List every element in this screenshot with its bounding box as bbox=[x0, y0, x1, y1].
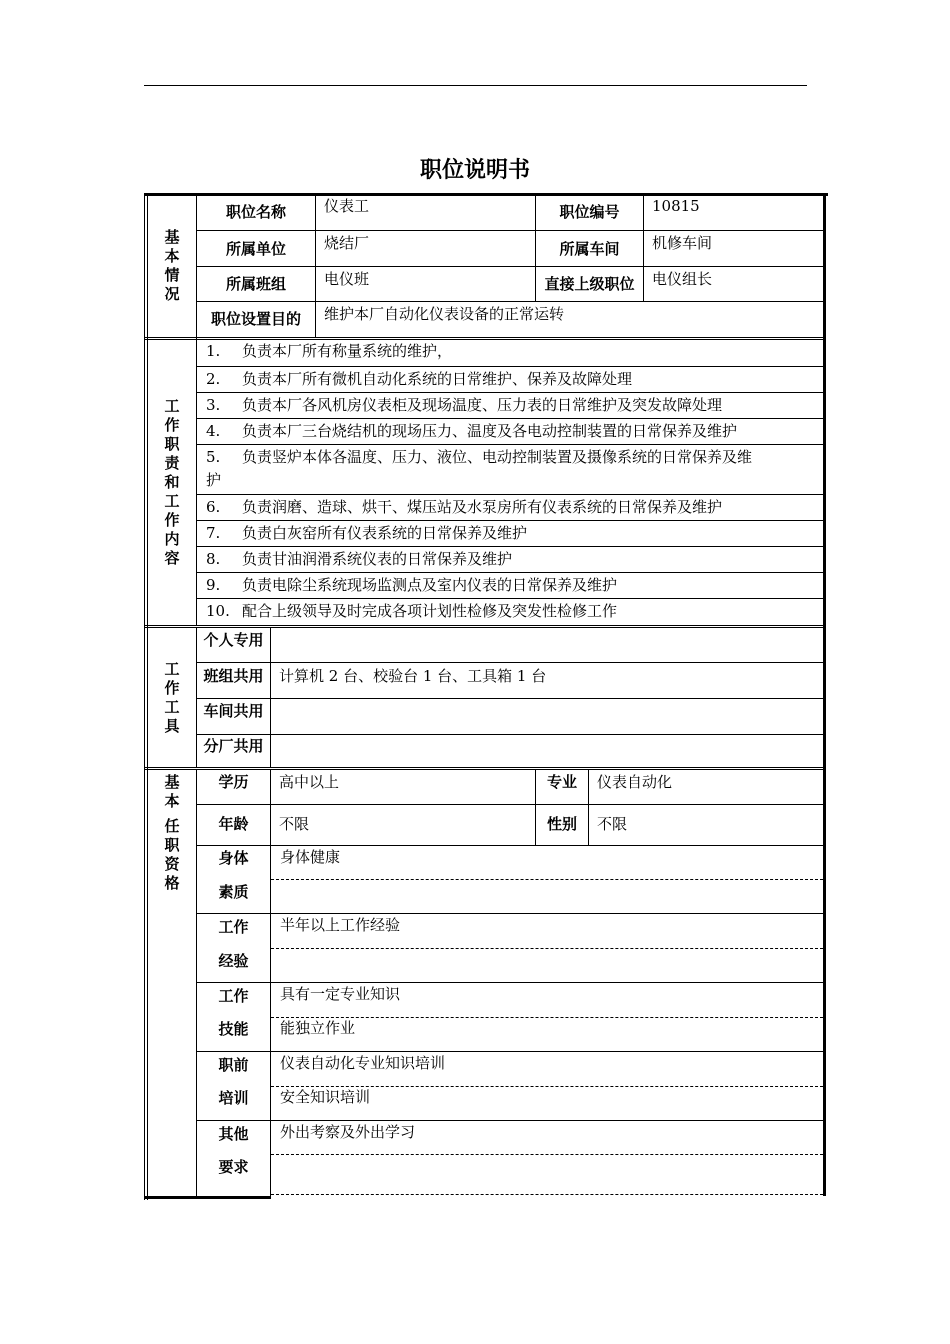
duty-item: 1. 负责本厂所有称量系统的维护， bbox=[206, 342, 453, 360]
duty-item: 6. 负责润磨、造球、烘干、煤压站及水泵房所有仪表系统的日常保养及维护 bbox=[206, 498, 723, 516]
duty-item: 3. 负责本厂各风机房仪表柜及现场温度、压力表的日常维护及突发故障处理 bbox=[206, 396, 723, 414]
page-title: 职位说明书 bbox=[419, 158, 530, 183]
duty-item: 4. 负责本厂三台烧结机的现场压力、温度及各电动控制装置的日常保养及维护 bbox=[206, 422, 738, 440]
workshop-label: 所属车间 bbox=[559, 239, 620, 258]
age-label: 年龄 bbox=[218, 815, 249, 833]
duty-item: 8. 负责甘油润滑系统仪表的日常保养及维护 bbox=[206, 550, 513, 568]
table-right-border bbox=[823, 193, 826, 1196]
tools-personal-label: 个人专用 bbox=[203, 631, 264, 649]
header-rule bbox=[144, 85, 807, 86]
unit-label: 所属单位 bbox=[225, 239, 286, 258]
tools-workshop-label: 车间共用 bbox=[203, 702, 264, 720]
training-value-2: 安全知识培训 bbox=[280, 1088, 371, 1106]
gender-value: 不限 bbox=[597, 815, 628, 833]
other-value-1: 外出考察及外出学习 bbox=[280, 1123, 416, 1141]
superior-label: 直接上级职位 bbox=[544, 275, 635, 293]
section-qualifications: 基 本 任 职 资 格 bbox=[164, 773, 180, 892]
tools-plant-label: 分厂共用 bbox=[203, 737, 264, 755]
tools-team-label: 班组共用 bbox=[203, 667, 264, 685]
education-label: 学历 bbox=[218, 773, 249, 791]
skills-label-1: 工作 bbox=[218, 987, 249, 1005]
experience-value-1: 半年以上工作经验 bbox=[280, 916, 401, 934]
experience-label-2: 经验 bbox=[218, 952, 249, 970]
physical-label-1: 身体 bbox=[218, 849, 249, 867]
skills-value-2: 能独立作业 bbox=[280, 1019, 356, 1037]
training-value-1: 仪表自动化专业知识培训 bbox=[280, 1054, 446, 1072]
position-no-label: 职位编号 bbox=[559, 203, 620, 221]
skills-value-1: 具有一定专业知识 bbox=[280, 985, 401, 1003]
duty-item: 2. 负责本厂所有微机自动化系统的日常维护、保养及故障处理 bbox=[206, 370, 633, 388]
team-label: 所属班组 bbox=[225, 275, 286, 293]
other-label-2: 要求 bbox=[218, 1158, 249, 1176]
team-value: 电仪班 bbox=[324, 270, 370, 288]
training-label-2: 培训 bbox=[218, 1089, 249, 1107]
duty-item: 9. 负责电除尘系统现场监测点及室内仪表的日常保养及维护 bbox=[206, 576, 618, 594]
training-label-1: 职前 bbox=[218, 1056, 249, 1074]
education-value: 高中以上 bbox=[279, 773, 340, 791]
section-duties: 工 作 职 责 和 工 作 内 容 bbox=[164, 396, 180, 567]
major-value: 仪表自动化 bbox=[597, 773, 673, 791]
table-bottom-border bbox=[144, 1196, 271, 1199]
physical-value-1: 身体健康 bbox=[280, 848, 341, 866]
tools-plant-value bbox=[271, 735, 819, 765]
duty-item: 5. 负责竖炉本体各温度、压力、液位、电动控制装置及摄像系统的日常保养及维 bbox=[206, 448, 753, 466]
physical-label-2: 素质 bbox=[218, 883, 249, 901]
position-name-value: 仪表工 bbox=[324, 197, 370, 215]
superior-value: 电仪组长 bbox=[652, 270, 713, 288]
duty-item: 7. 负责白灰窑所有仪表系统的日常保养及维护 bbox=[206, 524, 528, 542]
duty-item-continued: 护 bbox=[206, 471, 222, 489]
gender-label: 性别 bbox=[546, 815, 577, 833]
age-value: 不限 bbox=[279, 815, 310, 833]
unit-value: 烧结厂 bbox=[324, 234, 370, 252]
tools-personal-value bbox=[271, 628, 819, 662]
section-tools: 工 作 工 具 bbox=[164, 659, 180, 735]
purpose-value: 维护本厂自动化仪表设备的正常运转 bbox=[324, 305, 565, 323]
other-label-1: 其他 bbox=[218, 1125, 249, 1143]
purpose-label: 职位设置目的 bbox=[210, 310, 301, 328]
position-no-value: 10815 bbox=[652, 197, 700, 215]
skills-label-2: 技能 bbox=[218, 1020, 249, 1038]
duty-item: 10. 配合上级领导及时完成各项计划性检修及突发性检修工作 bbox=[206, 602, 618, 620]
experience-label-1: 工作 bbox=[218, 918, 249, 936]
workshop-value: 机修车间 bbox=[652, 234, 713, 252]
section-basic-info: 基 本 情 况 bbox=[164, 228, 180, 303]
tools-workshop-value bbox=[271, 699, 819, 733]
position-name-label: 职位名称 bbox=[225, 203, 286, 221]
tools-team-value: 计算机 2 台、校验台 1 台、工具箱 1 台 bbox=[279, 667, 547, 685]
major-label: 专业 bbox=[546, 773, 577, 791]
